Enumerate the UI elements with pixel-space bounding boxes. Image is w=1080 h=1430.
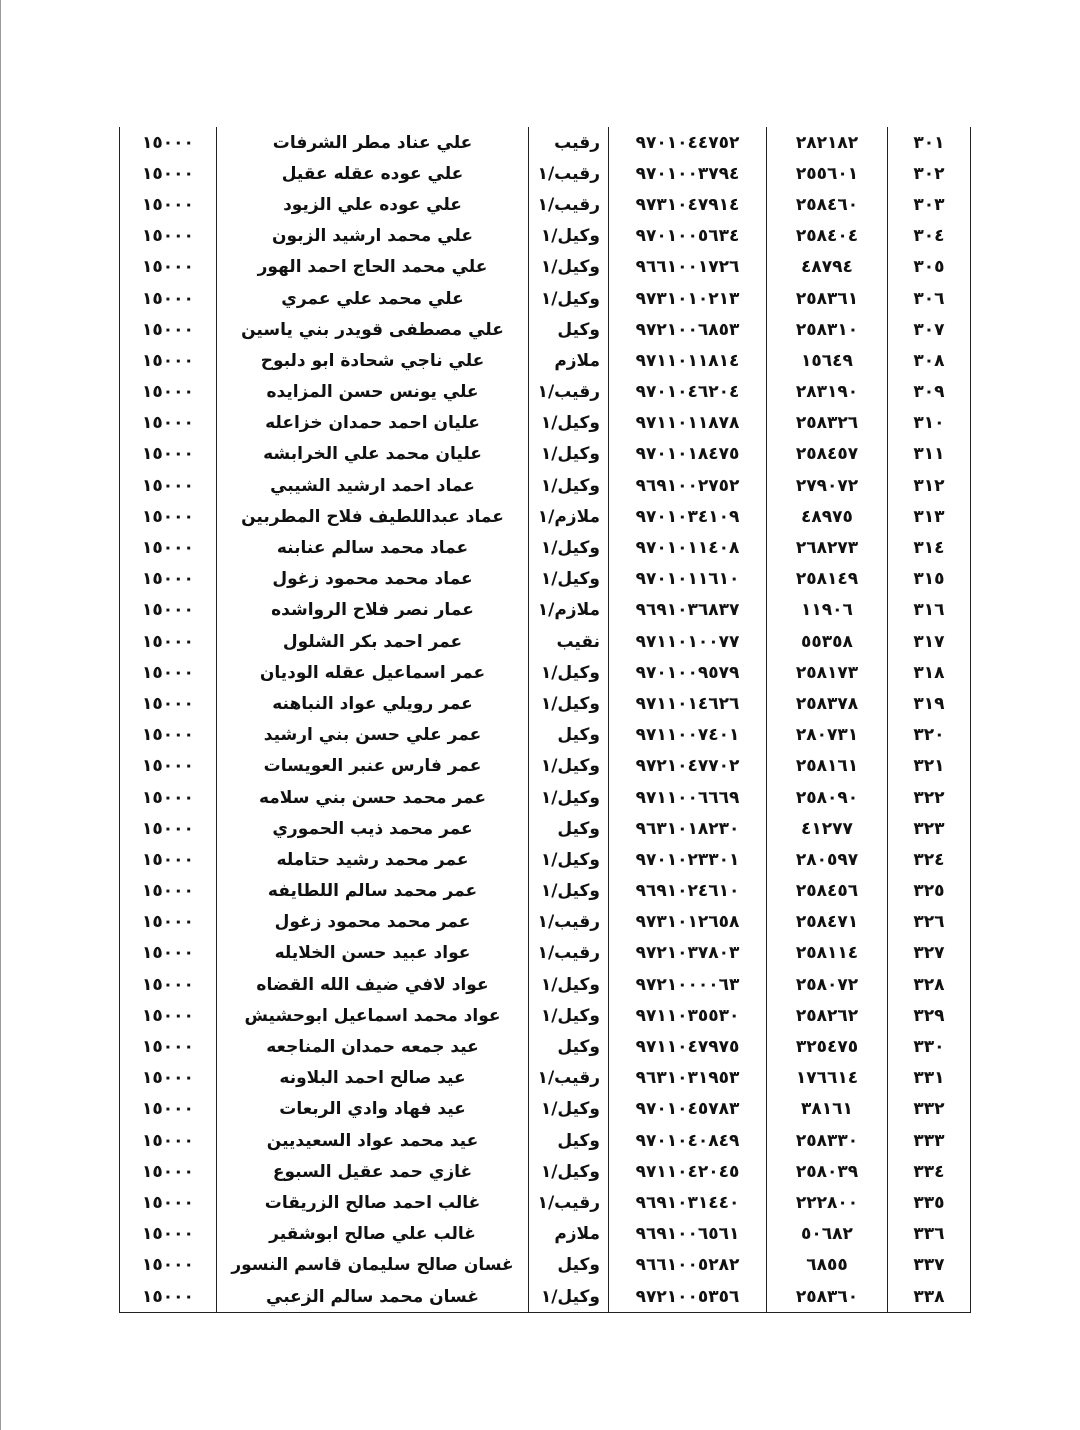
cell-national-number: ٩٦٦١٠٠١٧٢٦ [609,252,767,283]
cell-rank: وكيل [529,813,609,844]
cell-rank: رقيب/١ [529,1063,609,1094]
cell-military-number: ٢٥٨٣٢٦ [767,408,888,439]
cell-serial-number: ٣٠٧ [888,314,971,345]
cell-national-number: ٩٧٣١٠٤٧٩١٤ [609,189,767,220]
cell-rank: وكيل [529,720,609,751]
cell-full-name: عمر محمد حسن بني سلامه [217,782,529,813]
cell-national-number: ٩٧٠١٠٤٤٧٥٢ [609,127,767,158]
cell-military-number: ٢٥٨٣٧٨ [767,688,888,719]
cell-national-number: ٩٧٠١٠١٨٤٧٥ [609,439,767,470]
cell-military-number: ٢٥٨٣٦١ [767,283,888,314]
cell-national-number: ٩٦٦١٠٠٥٢٨٢ [609,1250,767,1281]
table-body [120,127,971,1313]
cell-full-name: غسان محمد سالم الزعبي [217,1281,529,1313]
cell-full-name: علي يونس حسن المزايده [217,377,529,408]
table-row [120,1063,971,1094]
cell-military-number: ٢٥٨١١٤ [767,938,888,969]
cell-rank: وكيل/١ [529,252,609,283]
cell-amount: ١٥٠٠٠ [120,1094,217,1125]
cell-amount: ١٥٠٠٠ [120,751,217,782]
cell-full-name: عمر محمد رشيد حتامله [217,844,529,875]
cell-military-number: ٢٨٠٥٩٧ [767,844,888,875]
cell-amount: ١٥٠٠٠ [120,314,217,345]
cell-military-number: ٢٥٥٦٠١ [767,158,888,189]
cell-full-name: علي ناجي شحادة ابو دلبوح [217,345,529,376]
cell-full-name: عمر احمد بكر الشلول [217,626,529,657]
cell-amount: ١٥٠٠٠ [120,907,217,938]
table-row [120,252,971,283]
cell-national-number: ٩٦٩١٠٠٦٥٦١ [609,1219,767,1250]
cell-amount: ١٥٠٠٠ [120,1031,217,1062]
table-row [120,720,971,751]
cell-rank: وكيل/١ [529,876,609,907]
cell-military-number: ٢٥٨١٤٩ [767,564,888,595]
table-row [120,377,971,408]
table-row [120,1125,971,1156]
cell-military-number: ٢٥٨٠٣٩ [767,1156,888,1187]
cell-rank: وكيل/١ [529,1000,609,1031]
cell-amount: ١٥٠٠٠ [120,1219,217,1250]
cell-amount: ١٥٠٠٠ [120,252,217,283]
cell-serial-number: ٣١٢ [888,470,971,501]
cell-full-name: عمر محمد ذيب الحموري [217,813,529,844]
cell-full-name: عواد لافي ضيف الله القضاه [217,969,529,1000]
cell-military-number: ٢٨٣١٩٠ [767,377,888,408]
table-row [120,345,971,376]
cell-rank: وكيل/١ [529,532,609,563]
cell-national-number: ٩٧٠١٠١١٦١٠ [609,564,767,595]
cell-serial-number: ٣٣٠ [888,1031,971,1062]
cell-serial-number: ٣٣٢ [888,1094,971,1125]
cell-full-name: غالب احمد صالح الزريقات [217,1187,529,1218]
table-row [120,1219,971,1250]
cell-rank: نقيب [529,626,609,657]
cell-national-number: ٩٦٩١٠٣١٤٤٠ [609,1187,767,1218]
cell-national-number: ٩٧٠١٠٠٩٥٧٩ [609,657,767,688]
cell-amount: ١٥٠٠٠ [120,626,217,657]
cell-military-number: ٢٥٨٠٩٠ [767,782,888,813]
cell-rank: وكيل/١ [529,657,609,688]
cell-national-number: ٩٧٠١٠٤٥٧٨٣ [609,1094,767,1125]
table-row [120,626,971,657]
cell-military-number: ٦٨٥٥ [767,1250,888,1281]
cell-full-name: عماد عبداللطيف فلاح المطربين [217,501,529,532]
table-row [120,564,971,595]
cell-military-number: ٢٥٨٤٧١ [767,907,888,938]
table-row [120,158,971,189]
cell-serial-number: ٣١٧ [888,626,971,657]
cell-military-number: ١٧٦٦١٤ [767,1063,888,1094]
cell-rank: وكيل/١ [529,470,609,501]
cell-rank: رقيب [529,127,609,158]
cell-amount: ١٥٠٠٠ [120,720,217,751]
table-row [120,688,971,719]
cell-military-number: ٢٨٢١٨٢ [767,127,888,158]
cell-full-name: غالب علي صالح ابوشقير [217,1219,529,1250]
cell-full-name: علي عوده عقله عقيل [217,158,529,189]
cell-serial-number: ٣٣٧ [888,1250,971,1281]
cell-military-number: ١٥٦٤٩ [767,345,888,376]
cell-national-number: ٩٦٣١٠١٨٢٣٠ [609,813,767,844]
cell-serial-number: ٣١١ [888,439,971,470]
cell-military-number: ٤٨٩٧٥ [767,501,888,532]
cell-amount: ١٥٠٠٠ [120,501,217,532]
table-row [120,532,971,563]
cell-amount: ١٥٠٠٠ [120,221,217,252]
table-row [120,501,971,532]
cell-rank: وكيل/١ [529,1094,609,1125]
table-row [120,938,971,969]
cell-serial-number: ٣٠٦ [888,283,971,314]
cell-rank: وكيل [529,1250,609,1281]
cell-amount: ١٥٠٠٠ [120,688,217,719]
cell-military-number: ٥٠٦٨٢ [767,1219,888,1250]
cell-serial-number: ٣٢٩ [888,1000,971,1031]
cell-full-name: عماد محمد سالم عنابنه [217,532,529,563]
cell-full-name: عماد محمد محمود زغول [217,564,529,595]
table-row [120,127,971,158]
cell-rank: وكيل/١ [529,564,609,595]
cell-amount: ١٥٠٠٠ [120,657,217,688]
cell-serial-number: ٣٠٣ [888,189,971,220]
table-row [120,1094,971,1125]
cell-rank: وكيل/١ [529,844,609,875]
personnel-table [119,127,971,1313]
cell-military-number: ٣٨١٦١ [767,1094,888,1125]
cell-rank: وكيل/١ [529,408,609,439]
cell-national-number: ٩٦٩١٠٠٢٧٥٢ [609,470,767,501]
cell-amount: ١٥٠٠٠ [120,969,217,1000]
cell-full-name: علي محمد ارشيد الزبون [217,221,529,252]
cell-rank: وكيل/١ [529,688,609,719]
table-row [120,1281,971,1313]
cell-military-number: ٢٥٨٠٧٢ [767,969,888,1000]
cell-rank: رقيب/١ [529,377,609,408]
table-row [120,1156,971,1187]
cell-full-name: عليان احمد حمدان خزاعله [217,408,529,439]
cell-full-name: عليان محمد علي الخرابشه [217,439,529,470]
cell-national-number: ٩٧١١٠٠٧٤٠١ [609,720,767,751]
cell-rank: ملازم/١ [529,595,609,626]
cell-full-name: علي عناد مطر الشرفات [217,127,529,158]
table-row [120,751,971,782]
cell-serial-number: ٣٢٦ [888,907,971,938]
cell-military-number: ١١٩٠٦ [767,595,888,626]
cell-amount: ١٥٠٠٠ [120,158,217,189]
cell-full-name: عماد احمد ارشيد الشيبي [217,470,529,501]
cell-serial-number: ٣١٣ [888,501,971,532]
cell-full-name: عمر رويلي عواد النباهنه [217,688,529,719]
cell-national-number: ٩٧١١٠١٤٦٢٦ [609,688,767,719]
page-edge [0,0,1,1430]
cell-serial-number: ٣٢٥ [888,876,971,907]
cell-serial-number: ٣٠٥ [888,252,971,283]
cell-amount: ١٥٠٠٠ [120,1000,217,1031]
cell-national-number: ٩٧٠١٠٤٠٨٤٩ [609,1125,767,1156]
table-row [120,595,971,626]
cell-amount: ١٥٠٠٠ [120,532,217,563]
cell-serial-number: ٣١٨ [888,657,971,688]
cell-national-number: ٩٧٢١٠٠٦٨٥٣ [609,314,767,345]
cell-national-number: ٩٧٢١٠٠٥٣٥٦ [609,1281,767,1313]
cell-amount: ١٥٠٠٠ [120,470,217,501]
cell-rank: رقيب/١ [529,938,609,969]
cell-military-number: ٢٥٨٤٠٤ [767,221,888,252]
cell-national-number: ٩٧١١٠١١٨١٤ [609,345,767,376]
cell-amount: ١٥٠٠٠ [120,439,217,470]
cell-national-number: ٩٧٠١٠٣٤١٠٩ [609,501,767,532]
cell-military-number: ٢٥٨٣٦٠ [767,1281,888,1313]
cell-national-number: ٩٧٠١٠٠٣٧٩٤ [609,158,767,189]
cell-rank: وكيل [529,314,609,345]
cell-amount: ١٥٠٠٠ [120,189,217,220]
cell-national-number: ٩٧٣١٠١٢٦٥٨ [609,907,767,938]
table-row [120,782,971,813]
cell-full-name: غسان صالح سليمان قاسم النسور [217,1250,529,1281]
cell-national-number: ٩٦٣١٠٣١٩٥٣ [609,1063,767,1094]
table-row [120,314,971,345]
cell-military-number: ٢٦٨٢٧٣ [767,532,888,563]
cell-serial-number: ٣١٠ [888,408,971,439]
cell-military-number: ٢٧٩٠٧٢ [767,470,888,501]
cell-rank: ملازم [529,1219,609,1250]
cell-rank: وكيل/١ [529,283,609,314]
cell-serial-number: ٣٣٤ [888,1156,971,1187]
cell-full-name: علي محمد علي عمري [217,283,529,314]
cell-serial-number: ٣٣٣ [888,1125,971,1156]
cell-serial-number: ٣٠٢ [888,158,971,189]
cell-amount: ١٥٠٠٠ [120,844,217,875]
cell-amount: ١٥٠٠٠ [120,283,217,314]
table-row [120,470,971,501]
cell-military-number: ٢٥٨٣١٠ [767,314,888,345]
cell-rank: وكيل/١ [529,1156,609,1187]
cell-national-number: ٩٧٠١٠٤٦٢٠٤ [609,377,767,408]
cell-rank: وكيل/١ [529,1281,609,1313]
cell-military-number: ٤١٢٧٧ [767,813,888,844]
cell-amount: ١٥٠٠٠ [120,1250,217,1281]
cell-serial-number: ٣٢١ [888,751,971,782]
cell-military-number: ٢٢٢٨٠٠ [767,1187,888,1218]
cell-amount: ١٥٠٠٠ [120,595,217,626]
cell-amount: ١٥٠٠٠ [120,1187,217,1218]
cell-military-number: ٢٨٠٧٣١ [767,720,888,751]
cell-serial-number: ٣٢٧ [888,938,971,969]
cell-national-number: ٩٧١١٠٤٢٠٤٥ [609,1156,767,1187]
cell-military-number: ٢٥٨٤٦٠ [767,189,888,220]
cell-military-number: ٢٥٨٤٥٧ [767,439,888,470]
cell-rank: رقيب/١ [529,189,609,220]
cell-full-name: عمار نصر فلاح الرواشده [217,595,529,626]
cell-serial-number: ٣٣٦ [888,1219,971,1250]
cell-amount: ١٥٠٠٠ [120,377,217,408]
cell-amount: ١٥٠٠٠ [120,782,217,813]
cell-full-name: عمر محمد محمود زغول [217,907,529,938]
cell-serial-number: ٣١٥ [888,564,971,595]
cell-serial-number: ٣١٩ [888,688,971,719]
cell-full-name: عمر محمد سالم اللطايفه [217,876,529,907]
table-row [120,1031,971,1062]
cell-serial-number: ٣١٦ [888,595,971,626]
cell-rank: ملازم/١ [529,501,609,532]
cell-serial-number: ٣١٤ [888,532,971,563]
cell-amount: ١٥٠٠٠ [120,813,217,844]
cell-full-name: عيد صالح احمد البلاونه [217,1063,529,1094]
cell-national-number: ٩٧٢١٠٤٧٧٠٢ [609,751,767,782]
cell-serial-number: ٣٢٢ [888,782,971,813]
cell-amount: ١٥٠٠٠ [120,1156,217,1187]
cell-military-number: ٢٥٨١٧٣ [767,657,888,688]
cell-military-number: ٢٥٨٣٣٠ [767,1125,888,1156]
cell-serial-number: ٣٢٤ [888,844,971,875]
cell-serial-number: ٣٢٨ [888,969,971,1000]
table-row [120,657,971,688]
cell-full-name: عواد عبيد حسن الخلايله [217,938,529,969]
cell-full-name: علي مصطفى قويدر بني ياسين [217,314,529,345]
cell-serial-number: ٣٢٣ [888,813,971,844]
cell-rank: وكيل/١ [529,751,609,782]
cell-military-number: ٢٥٨٤٥٦ [767,876,888,907]
cell-full-name: عمر فارس عنبر العويسات [217,751,529,782]
cell-serial-number: ٣٠٩ [888,377,971,408]
table-row [120,408,971,439]
cell-full-name: غازي حمد عقيل السبوع [217,1156,529,1187]
cell-national-number: ٩٧٠١٠١١٤٠٨ [609,532,767,563]
cell-rank: ملازم [529,345,609,376]
cell-serial-number: ٣٣٨ [888,1281,971,1313]
table-row [120,189,971,220]
table-row [120,907,971,938]
cell-military-number: ٣٢٥٤٧٥ [767,1031,888,1062]
cell-national-number: ٩٧٠١٠٢٣٣٠١ [609,844,767,875]
cell-serial-number: ٣٠٨ [888,345,971,376]
cell-full-name: عيد محمد عواد السعيديين [217,1125,529,1156]
table-row [120,876,971,907]
cell-rank: وكيل/١ [529,969,609,1000]
cell-national-number: ٩٧١١٠٤٧٩٧٥ [609,1031,767,1062]
cell-military-number: ٤٨٧٩٤ [767,252,888,283]
cell-rank: وكيل/١ [529,221,609,252]
cell-national-number: ٩٦٩١٠٣٦٨٣٧ [609,595,767,626]
cell-national-number: ٩٧٢١٠٣٧٨٠٣ [609,938,767,969]
cell-amount: ١٥٠٠٠ [120,938,217,969]
cell-full-name: عمر علي حسن بني ارشيد [217,720,529,751]
cell-serial-number: ٣٠١ [888,127,971,158]
table-row [120,1000,971,1031]
cell-full-name: عواد محمد اسماعيل ابوحشيش [217,1000,529,1031]
document-table-container [119,127,970,1313]
table-row [120,221,971,252]
table-row [120,813,971,844]
cell-military-number: ٢٥٨١٦١ [767,751,888,782]
cell-military-number: ٥٥٣٥٨ [767,626,888,657]
cell-amount: ١٥٠٠٠ [120,127,217,158]
cell-full-name: عيد فهاد وادي الربعات [217,1094,529,1125]
cell-national-number: ٩٧٣١٠١٠٢١٣ [609,283,767,314]
cell-serial-number: ٣٢٠ [888,720,971,751]
cell-full-name: علي عوده علي الزيود [217,189,529,220]
cell-rank: وكيل/١ [529,439,609,470]
table-row [120,283,971,314]
cell-serial-number: ٣٣١ [888,1063,971,1094]
cell-serial-number: ٣٠٤ [888,221,971,252]
cell-rank: وكيل [529,1031,609,1062]
cell-rank: وكيل/١ [529,782,609,813]
cell-full-name: عيد جمعه حمدان المناجعه [217,1031,529,1062]
cell-national-number: ٩٧١١٠٣٥٥٣٠ [609,1000,767,1031]
table-row [120,439,971,470]
table-row [120,1250,971,1281]
cell-amount: ١٥٠٠٠ [120,1281,217,1313]
cell-amount: ١٥٠٠٠ [120,564,217,595]
cell-national-number: ٩٧٢١٠٠٠٠٦٣ [609,969,767,1000]
cell-amount: ١٥٠٠٠ [120,1063,217,1094]
cell-national-number: ٩٦٩١٠٢٤٦١٠ [609,876,767,907]
cell-rank: رقيب/١ [529,907,609,938]
cell-rank: وكيل [529,1125,609,1156]
cell-amount: ١٥٠٠٠ [120,408,217,439]
cell-national-number: ٩٧١١٠١١٨٧٨ [609,408,767,439]
cell-serial-number: ٣٣٥ [888,1187,971,1218]
cell-military-number: ٢٥٨٢٦٢ [767,1000,888,1031]
cell-national-number: ٩٧١١٠١٠٠٧٧ [609,626,767,657]
table-row [120,969,971,1000]
table-row [120,1187,971,1218]
table-row [120,844,971,875]
cell-national-number: ٩٧١١٠٠٦٦٦٩ [609,782,767,813]
cell-rank: رقيب/١ [529,1187,609,1218]
cell-full-name: عمر اسماعيل عقله الوديان [217,657,529,688]
cell-national-number: ٩٧٠١٠٠٥٦٣٤ [609,221,767,252]
cell-amount: ١٥٠٠٠ [120,1125,217,1156]
cell-full-name: علي محمد الحاج احمد الهور [217,252,529,283]
cell-amount: ١٥٠٠٠ [120,876,217,907]
cell-amount: ١٥٠٠٠ [120,345,217,376]
cell-rank: رقيب/١ [529,158,609,189]
